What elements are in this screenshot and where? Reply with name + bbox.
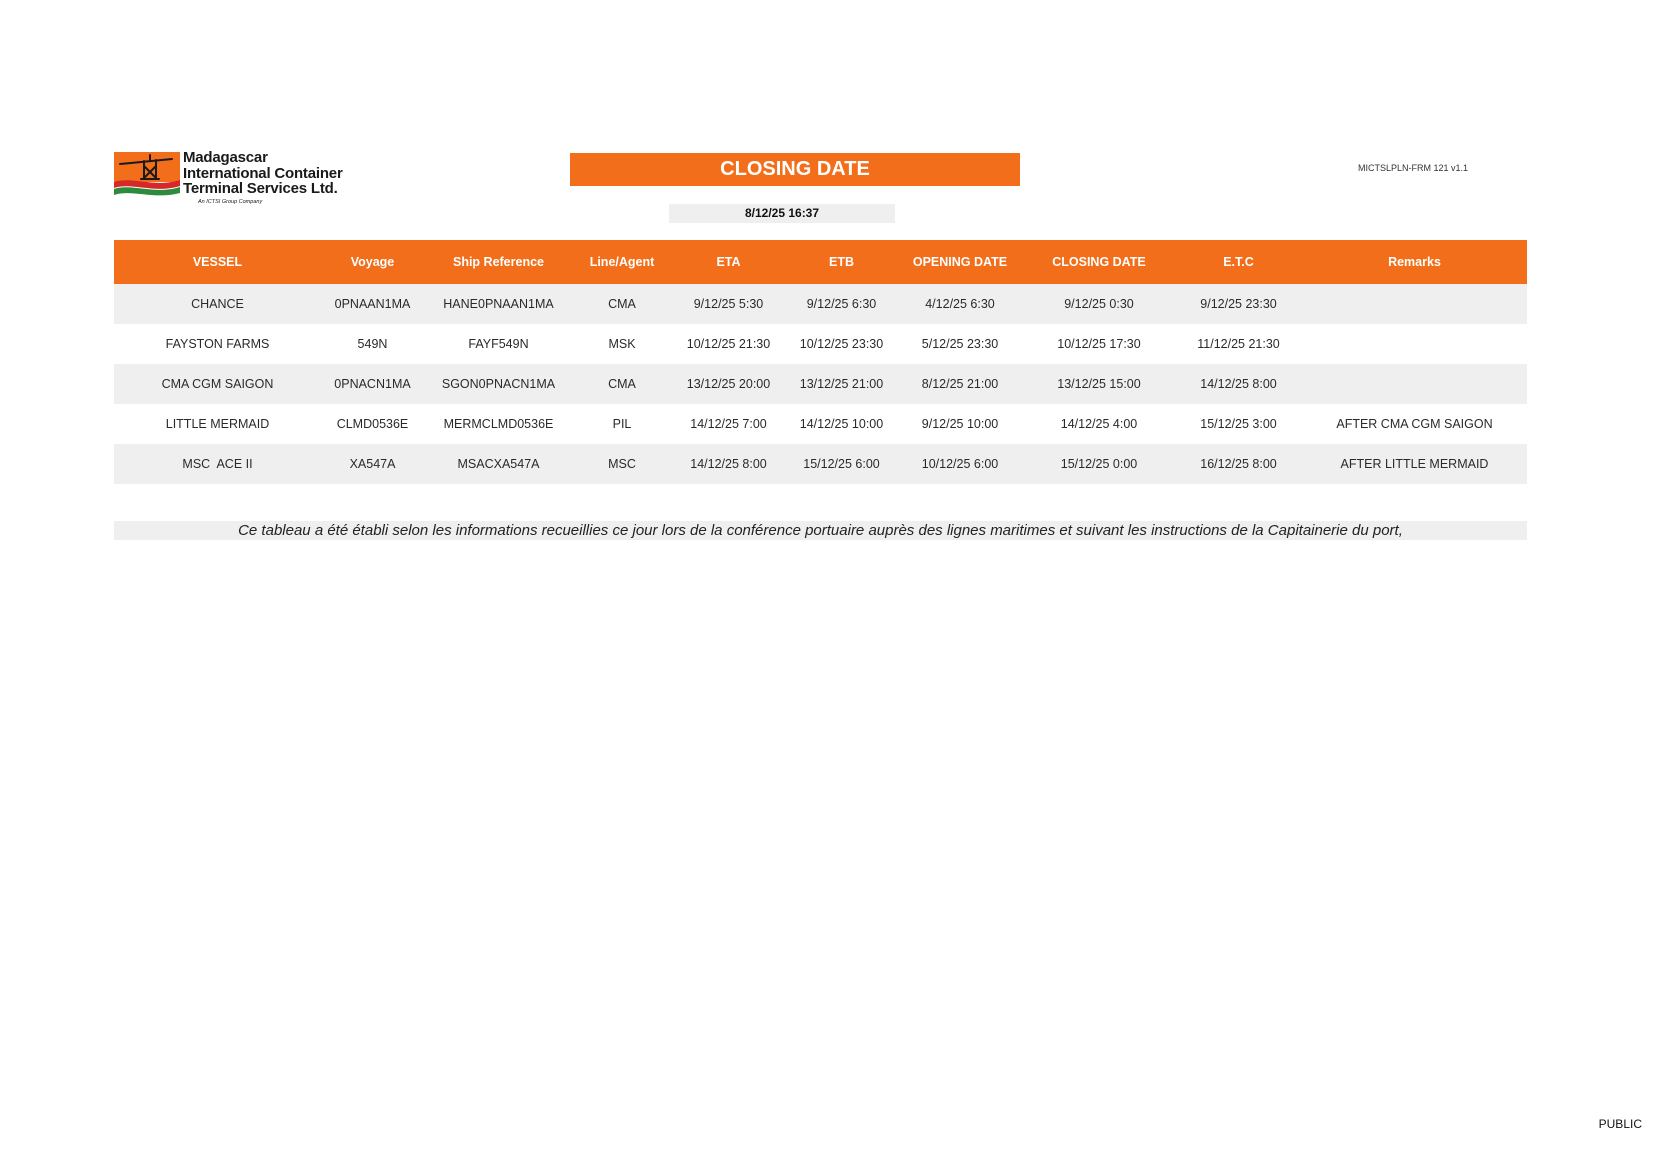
cell-closing-date: 14/12/25 4:00 xyxy=(1023,404,1175,444)
cell-eta: 14/12/25 7:00 xyxy=(671,404,786,444)
cell-etc: 9/12/25 23:30 xyxy=(1175,284,1302,324)
cell-etc: 14/12/25 8:00 xyxy=(1175,364,1302,404)
column-header-etc: E.T.C xyxy=(1175,240,1302,284)
cell-opening-date: 10/12/25 6:00 xyxy=(897,444,1023,484)
vessel-schedule-table xyxy=(114,240,1527,484)
company-name-line-3: Terminal Services Ltd. xyxy=(183,180,338,197)
company-name-line-2: International Container xyxy=(183,164,343,182)
cell-etb: 14/12/25 10:00 xyxy=(786,404,897,444)
cell-closing-date: 13/12/25 15:00 xyxy=(1023,364,1175,404)
cell-closing-date: 15/12/25 0:00 xyxy=(1023,444,1175,484)
cell-voyage: 0PNACN1MA xyxy=(321,364,424,404)
cell-opening-date: 4/12/25 6:30 xyxy=(897,284,1023,324)
company-tagline: An ICTSI Group Company xyxy=(198,199,263,205)
company-name-line-1: Madagascar xyxy=(183,149,268,166)
cell-line-agent: CMA xyxy=(573,364,671,404)
column-header-remarks: Remarks xyxy=(1302,240,1527,284)
cell-ship-reference: HANE0PNAAN1MA xyxy=(424,284,573,324)
crane-logo-icon xyxy=(114,152,180,198)
cell-eta: 9/12/25 5:30 xyxy=(671,284,786,324)
cell-remarks xyxy=(1302,364,1527,404)
cell-opening-date: 8/12/25 21:00 xyxy=(897,364,1023,404)
column-header-line-agent: Line/Agent xyxy=(573,240,671,284)
cell-etb: 15/12/25 6:00 xyxy=(786,444,897,484)
page-title: CLOSING DATE xyxy=(570,153,1020,186)
cell-line-agent: PIL xyxy=(573,404,671,444)
cell-vessel: FAYSTON FARMS xyxy=(114,324,321,364)
column-header-ship-reference: Ship Reference xyxy=(424,240,573,284)
company-name xyxy=(183,150,343,197)
cell-ship-reference: MERMCLMD0536E xyxy=(424,404,573,444)
cell-vessel: CMA CGM SAIGON xyxy=(114,364,321,404)
table-row xyxy=(114,284,1527,324)
cell-etc: 16/12/25 8:00 xyxy=(1175,444,1302,484)
column-header-vessel: VESSEL xyxy=(114,240,321,284)
cell-vessel: CHANCE xyxy=(114,284,321,324)
classification-label: PUBLIC xyxy=(1598,1117,1642,1131)
cell-eta: 13/12/25 20:00 xyxy=(671,364,786,404)
column-header-opening-date: OPENING DATE xyxy=(897,240,1023,284)
cell-vessel: MSC ACE II xyxy=(114,444,321,484)
cell-line-agent: CMA xyxy=(573,284,671,324)
table-header-row xyxy=(114,240,1527,284)
form-code: MICTSLPLN-FRM 121 v1.1 xyxy=(1357,163,1469,173)
cell-voyage: 549N xyxy=(321,324,424,364)
cell-etb: 9/12/25 6:30 xyxy=(786,284,897,324)
cell-voyage: 0PNAAN1MA xyxy=(321,284,424,324)
cell-line-agent: MSC xyxy=(573,444,671,484)
cell-vessel: LITTLE MERMAID xyxy=(114,404,321,444)
footnote: Ce tableau a été établi selon les informations recueillies ce jour lors de la conférence portuaire auprès des lignes maritimes et suivant les instructions de la Capitainerie du port, xyxy=(114,521,1527,540)
cell-remarks xyxy=(1302,324,1527,364)
cell-etc: 11/12/25 21:30 xyxy=(1175,324,1302,364)
cell-etb: 13/12/25 21:00 xyxy=(786,364,897,404)
cell-opening-date: 9/12/25 10:00 xyxy=(897,404,1023,444)
cell-remarks: AFTER CMA CGM SAIGON xyxy=(1302,404,1527,444)
cell-line-agent: MSK xyxy=(573,324,671,364)
column-header-closing-date: CLOSING DATE xyxy=(1023,240,1175,284)
cell-eta: 10/12/25 21:30 xyxy=(671,324,786,364)
table-row xyxy=(114,364,1527,404)
issue-date: 8/12/25 16:37 xyxy=(669,204,895,223)
cell-opening-date: 5/12/25 23:30 xyxy=(897,324,1023,364)
cell-closing-date: 10/12/25 17:30 xyxy=(1023,324,1175,364)
table-row xyxy=(114,404,1527,444)
column-header-eta: ETA xyxy=(671,240,786,284)
cell-remarks: AFTER LITTLE MERMAID xyxy=(1302,444,1527,484)
table-row xyxy=(114,444,1527,484)
table-row xyxy=(114,324,1527,364)
cell-etc: 15/12/25 3:00 xyxy=(1175,404,1302,444)
cell-ship-reference: MSACXA547A xyxy=(424,444,573,484)
cell-remarks xyxy=(1302,284,1527,324)
cell-etb: 10/12/25 23:30 xyxy=(786,324,897,364)
cell-voyage: CLMD0536E xyxy=(321,404,424,444)
company-logo xyxy=(114,150,354,210)
cell-ship-reference: FAYF549N xyxy=(424,324,573,364)
column-header-etb: ETB xyxy=(786,240,897,284)
column-header-voyage: Voyage xyxy=(321,240,424,284)
cell-voyage: XA547A xyxy=(321,444,424,484)
cell-closing-date: 9/12/25 0:30 xyxy=(1023,284,1175,324)
cell-eta: 14/12/25 8:00 xyxy=(671,444,786,484)
cell-ship-reference: SGON0PNACN1MA xyxy=(424,364,573,404)
